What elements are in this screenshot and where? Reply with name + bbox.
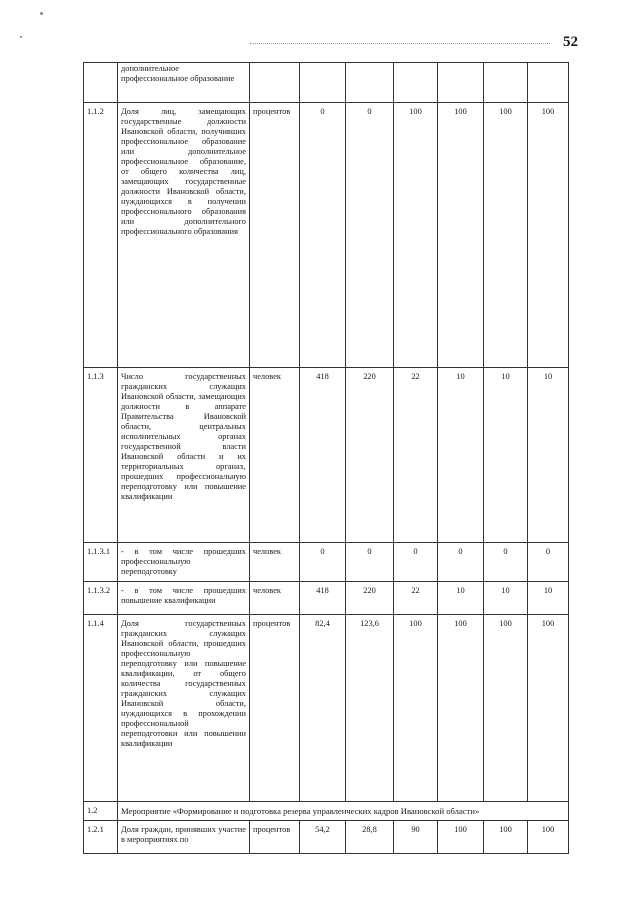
indicator-name: - в том числе прошедших профессиональную переподготовку	[118, 543, 250, 582]
unit-cell: человек	[250, 582, 300, 615]
table-row	[84, 821, 569, 854]
scan-noise-dot	[20, 36, 22, 38]
unit-cell: человек	[250, 368, 300, 543]
value-cell	[438, 63, 484, 103]
value-cell: 10	[484, 368, 528, 543]
value-cell	[528, 63, 569, 103]
unit-cell: процентов	[250, 821, 300, 854]
row-number	[84, 63, 118, 103]
value-cell: 100	[394, 615, 438, 802]
row-number: 1.1.4	[84, 615, 118, 802]
value-cell: 22	[394, 582, 438, 615]
row-number: 1.1.3.1	[84, 543, 118, 582]
value-cell	[394, 63, 438, 103]
page-number: 52	[563, 34, 578, 50]
scan-noise-line	[250, 43, 550, 45]
value-cell: 0	[346, 543, 394, 582]
row-number: 1.2.1	[84, 821, 118, 854]
value-cell: 100	[484, 103, 528, 368]
value-cell: 0	[484, 543, 528, 582]
scan-noise-dot	[40, 12, 43, 15]
value-cell: 28,8	[346, 821, 394, 854]
table-row	[84, 368, 569, 543]
value-cell	[484, 63, 528, 103]
value-cell: 90	[394, 821, 438, 854]
value-cell: 0	[438, 543, 484, 582]
row-number: 1.1.3	[84, 368, 118, 543]
value-cell: 100	[484, 615, 528, 802]
value-cell: 100	[528, 615, 569, 802]
value-cell: 0	[346, 103, 394, 368]
value-cell: 10	[484, 582, 528, 615]
value-cell: 10	[528, 582, 569, 615]
value-cell: 100	[484, 821, 528, 854]
value-cell: 220	[346, 368, 394, 543]
value-cell: 0	[394, 543, 438, 582]
value-cell: 22	[394, 368, 438, 543]
value-cell: 0	[300, 543, 346, 582]
value-cell: 10	[438, 582, 484, 615]
value-cell: 418	[300, 582, 346, 615]
table-row	[84, 103, 569, 368]
value-cell: 10	[528, 368, 569, 543]
section-row	[84, 802, 569, 821]
value-cell: 220	[346, 582, 394, 615]
table-row	[84, 615, 569, 802]
value-cell: 100	[438, 821, 484, 854]
section-number: 1.2	[84, 802, 118, 821]
indicator-name: дополнительное профессиональное образование	[118, 63, 250, 103]
value-cell: 82,4	[300, 615, 346, 802]
value-cell: 418	[300, 368, 346, 543]
row-number: 1.1.3.2	[84, 582, 118, 615]
table-row	[84, 582, 569, 615]
value-cell: 100	[528, 103, 569, 368]
table-row	[84, 63, 569, 103]
value-cell	[300, 63, 346, 103]
indicator-name: - в том числе прошедших повышение квалификации	[118, 582, 250, 615]
indicator-name: Доля государственных гражданских служащих Ивановской области, прошедших профессиональную переподготовку или повышение квалификации, от общего количества государственных гражданских служащих Ивановской области, нуждающихся в прохождении профессиональной переподготовки или повышении квалификации	[118, 615, 250, 802]
indicator-name: Доля граждан, принявших участие в мероприятиях по	[118, 821, 250, 854]
table-row	[84, 543, 569, 582]
unit-cell: человек	[250, 543, 300, 582]
indicator-name: Число государственных гражданских служащих Ивановской области, замещающих должности в аппарате Правительства Ивановской области, центральных исполнительных органах государственной власти Ивановской области и их территориальных органах, прошедших профессиональную переподготовку или повышение квалификации	[118, 368, 250, 543]
value-cell: 0	[300, 103, 346, 368]
unit-cell: процентов	[250, 103, 300, 368]
value-cell: 10	[438, 368, 484, 543]
unit-cell: процентов	[250, 615, 300, 802]
unit-cell	[250, 63, 300, 103]
value-cell: 54,2	[300, 821, 346, 854]
value-cell: 0	[528, 543, 569, 582]
value-cell: 123,6	[346, 615, 394, 802]
section-title: Мероприятие «Формирование и подготовка резерва управленческих кадров Ивановской области»	[118, 802, 569, 821]
row-number: 1.1.2	[84, 103, 118, 368]
value-cell: 100	[394, 103, 438, 368]
value-cell: 100	[438, 103, 484, 368]
indicator-table	[83, 62, 569, 854]
value-cell	[346, 63, 394, 103]
value-cell: 100	[438, 615, 484, 802]
value-cell: 100	[528, 821, 569, 854]
indicator-name: Доля лиц, замещающих государственные должности Ивановской области, получивших профессиональное образование или дополнительное профессиональное образование, от общего количества лиц, замещающих государственные должности Ивановской области, нуждающихся в получении профессионального образования или дополнительного профессионального образования	[118, 103, 250, 368]
